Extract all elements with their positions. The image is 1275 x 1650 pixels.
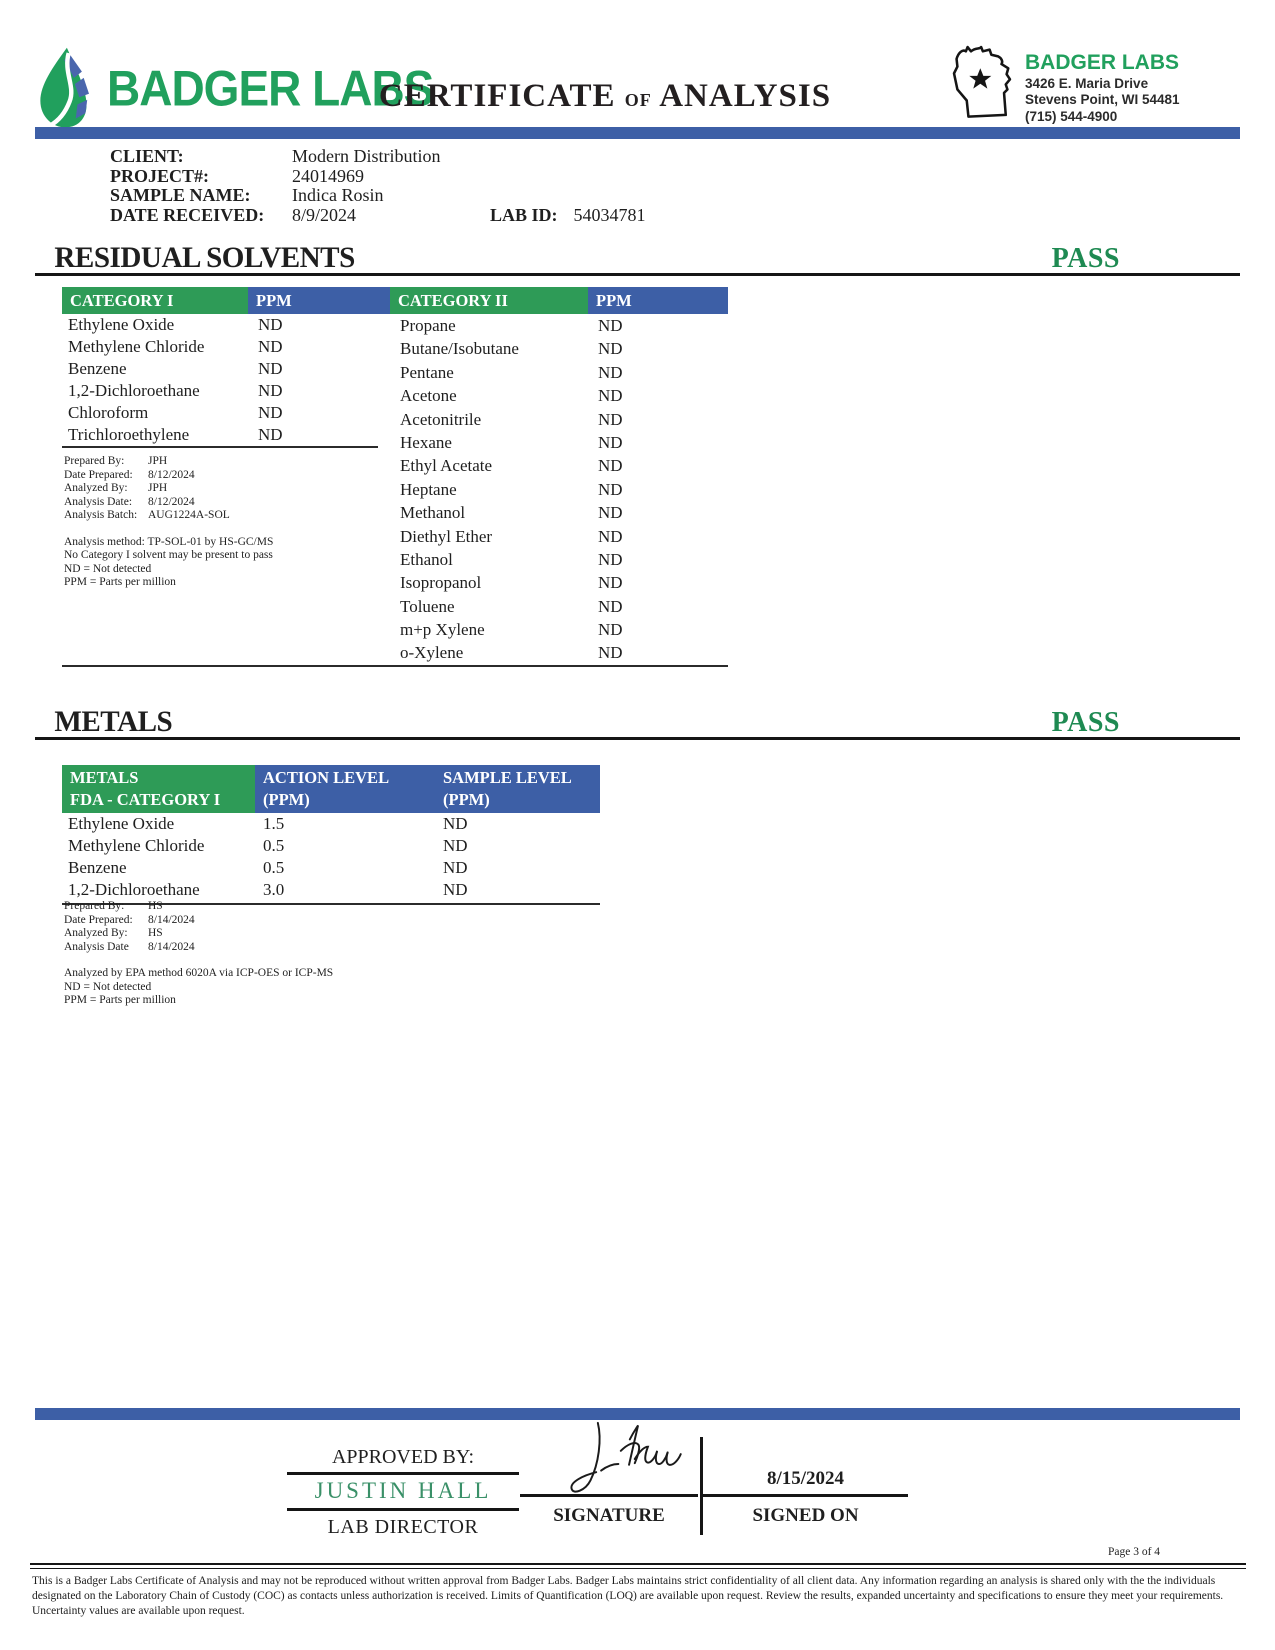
analyte-name: m+p Xylene	[400, 620, 485, 640]
analyte-result: ND	[598, 456, 623, 476]
leaf-drop-icon	[35, 46, 97, 130]
analyte-result: ND	[598, 362, 623, 382]
analyte-result: ND	[598, 596, 623, 616]
meta-row	[64, 469, 390, 483]
table-row	[390, 454, 728, 477]
approver-name: JUSTIN HALL	[287, 1475, 519, 1511]
note-line: Analyzed by EPA method 6020A via ICP-OES or ICP-MS	[64, 967, 334, 979]
title-word: CERTIFICATE	[378, 78, 616, 114]
table-row	[390, 595, 728, 618]
column-header: PPM	[248, 287, 390, 314]
meta-label: Analysis Batch:	[64, 509, 138, 521]
analyte-name: Ethylene Oxide	[68, 315, 175, 334]
analyte-name: Acetonitrile	[400, 409, 482, 429]
analyte-name: Heptane	[400, 479, 457, 499]
page-number: Page 3 of 4	[1108, 1546, 1161, 1558]
sample-level: ND	[443, 814, 468, 833]
analyte-name: 1,2-Dichloroethane	[68, 381, 200, 400]
meta-label: Analysis Date	[64, 940, 129, 953]
note-line: ND = Not detected	[64, 980, 152, 993]
table-row	[390, 641, 728, 664]
sample-info-row	[110, 186, 441, 206]
sample-info-value: 24014969	[292, 165, 364, 186]
header-divider-bar	[35, 127, 1240, 139]
sample-info-label: PROJECT#:	[110, 165, 209, 186]
analyte-name: Toluene	[400, 596, 455, 616]
table-row	[62, 424, 378, 446]
table-row	[62, 314, 378, 336]
metals-notes	[62, 967, 333, 1008]
table-row	[390, 361, 728, 384]
meta-value: HS	[148, 900, 163, 912]
column-header: METALS FDA - CATEGORY I	[62, 765, 255, 813]
metals-meta	[62, 900, 333, 954]
analyte-result: ND	[598, 549, 623, 569]
meta-value: 8/12/2024	[148, 468, 195, 481]
analyte-name: Chloroform	[68, 403, 149, 422]
sample-info-value: Indica Rosin	[292, 185, 384, 205]
analyte-result: ND	[258, 425, 283, 444]
sample-info-value: Modern Distribution	[292, 146, 441, 166]
analyte-result: ND	[258, 337, 283, 356]
note-line: No Category I solvent may be present to pass	[64, 549, 273, 561]
table-row	[62, 380, 378, 402]
residual-solvents-header	[35, 240, 1240, 276]
sample-info-row	[110, 147, 441, 167]
meta-label: Prepared By:	[64, 455, 125, 467]
meta-row	[64, 455, 390, 469]
table-bottom-rule	[62, 665, 728, 667]
metals-rows	[62, 813, 600, 905]
section-title: METALS	[54, 705, 173, 738]
analyte-result: ND	[598, 573, 623, 593]
lab-address-line2: Stevens Point, WI 54481	[1025, 92, 1180, 108]
meta-value: 8/14/2024	[148, 913, 195, 926]
table-row	[390, 408, 728, 431]
action-level: 0.5	[263, 836, 285, 855]
sample-info-label: DATE RECEIVED:	[110, 204, 265, 225]
solvents-table-header	[62, 287, 728, 314]
table-row	[390, 571, 728, 594]
approved-by-block	[287, 1446, 519, 1539]
pass-badge: PASS	[1051, 707, 1120, 738]
analyte-result: ND	[598, 479, 623, 499]
sample-info-row	[110, 206, 441, 226]
analyte-result: ND	[258, 381, 283, 400]
analyte-name: Ethylene Oxide	[68, 814, 175, 833]
lab-id	[490, 206, 646, 226]
lab-address-block	[943, 38, 1180, 125]
meta-row	[64, 941, 333, 955]
solvents-notes	[62, 536, 390, 590]
table-row	[62, 336, 378, 358]
meta-label: Date Prepared:	[64, 913, 133, 926]
sample-level: ND	[443, 836, 468, 855]
metals-meta-block	[62, 900, 333, 1008]
signed-on-line	[703, 1494, 908, 1497]
table-row	[390, 431, 728, 454]
meta-value: AUG1224A-SOL	[148, 509, 230, 521]
section-title: RESIDUAL SOLVENTS	[54, 241, 355, 274]
analyte-name: Butane/Isobutane	[400, 339, 519, 359]
meta-row	[64, 496, 390, 510]
signature-image	[545, 1418, 695, 1496]
residual-solvents-table	[62, 287, 728, 663]
analyte-name: o-Xylene	[400, 643, 464, 663]
meta-row	[64, 509, 390, 523]
meta-row	[64, 482, 390, 496]
analyte-name: Propane	[400, 316, 456, 335]
lab-id-label: LAB ID:	[490, 204, 558, 225]
meta-label: Analyzed By:	[64, 927, 128, 939]
lab-name: BADGER LABS	[1025, 51, 1180, 74]
column-header: PPM	[588, 287, 728, 314]
action-level: 3.0	[263, 880, 285, 899]
table-row	[390, 525, 728, 548]
metals-header	[35, 704, 1240, 740]
note-line: PPM = Parts per million	[64, 576, 176, 588]
lab-address-line1: 3426 E. Maria Drive	[1025, 75, 1149, 91]
meta-value: JPH	[148, 455, 168, 467]
analyte-name: Benzene	[68, 858, 127, 877]
analyte-name: 1,2-Dichloroethane	[68, 880, 200, 899]
category1-rows	[62, 314, 378, 448]
analyte-result: ND	[258, 403, 283, 422]
meta-value: 8/14/2024	[148, 940, 195, 953]
action-level: 1.5	[263, 814, 285, 833]
table-row	[62, 813, 600, 835]
sample-info-row	[110, 167, 441, 187]
title-word-of: of	[624, 85, 652, 112]
category1-column	[62, 314, 390, 590]
meta-label: Prepared By:	[64, 900, 125, 912]
table-row	[390, 478, 728, 501]
table-row	[62, 879, 600, 901]
meta-value: HS	[148, 927, 163, 939]
sample-info-label: CLIENT:	[110, 146, 184, 166]
meta-label: Analysis Date:	[64, 495, 133, 508]
table-row	[390, 501, 728, 524]
analyte-result: ND	[598, 386, 623, 406]
lab-phone: (715) 544-4900	[1025, 108, 1118, 124]
table-row	[62, 857, 600, 879]
meta-row	[64, 914, 333, 928]
analyte-name: Methylene Chloride	[68, 337, 205, 356]
analyte-name: Methanol	[400, 503, 466, 523]
meta-label: Date Prepared:	[64, 468, 133, 481]
sample-level: ND	[443, 880, 468, 899]
analyte-result: ND	[598, 409, 623, 429]
meta-label: Analyzed By:	[64, 482, 128, 494]
pass-badge: PASS	[1051, 243, 1120, 274]
analyte-name: Pentane	[400, 362, 454, 382]
analyte-name: Diethyl Ether	[400, 526, 493, 546]
table-row	[62, 358, 378, 380]
sample-info-value: 8/9/2024	[292, 204, 357, 225]
table-row	[390, 384, 728, 407]
column-header: ACTION LEVEL (PPM)	[255, 765, 435, 813]
footer-rule	[30, 1563, 1246, 1569]
analyte-name: Acetone	[400, 386, 457, 406]
meta-row	[64, 900, 333, 914]
note-line: Analysis method: TP-SOL-01 by HS-GC/MS	[64, 535, 274, 548]
table-row	[390, 314, 728, 337]
logo-wordmark: BADGER LABS	[107, 59, 434, 117]
sample-level: ND	[443, 858, 468, 877]
sample-info-block	[110, 146, 646, 225]
footer-disclaimer: This is a Badger Labs Certificate of Analysis and may not be reproduced without written approval from Badger Labs. Badger Labs maintains strict confidentiality of all client data. Any information regarding an analysis is shared only with the the individuals designated on the Laboratory Chain of Custody (COC) as contacts unless authorization is received. Limits of Quantification (LOQ) are available upon request. Review the results, expanded uncertainty and specifications to ensure they meet your requirements. Uncertainty values are available upon request.	[32, 1575, 1224, 1617]
table-row	[390, 337, 728, 360]
approver-title: LAB DIRECTOR	[327, 1516, 479, 1538]
category2-column	[390, 314, 728, 665]
analyte-result: ND	[598, 432, 623, 452]
analyte-name: Ethanol	[400, 549, 453, 569]
wisconsin-map-icon	[943, 38, 1021, 124]
meta-row	[64, 927, 333, 941]
approved-by-label: APPROVED BY:	[287, 1446, 519, 1475]
table-row	[390, 548, 728, 571]
meta-value: JPH	[148, 482, 168, 494]
analyte-result: ND	[598, 339, 623, 359]
column-header: CATEGORY II	[390, 287, 588, 314]
table-row	[390, 618, 728, 641]
signed-on-label: SIGNED ON	[752, 1505, 859, 1526]
analyte-name: Hexane	[400, 432, 452, 452]
meta-value: 8/12/2024	[148, 495, 195, 508]
document-title	[345, 78, 865, 115]
analyte-result: ND	[258, 359, 283, 378]
metals-table	[62, 765, 600, 899]
analyte-name: Isopropanol	[400, 573, 482, 593]
analyte-result: ND	[258, 315, 283, 334]
column-header: SAMPLE LEVEL (PPM)	[435, 765, 600, 813]
signature-label: SIGNATURE	[553, 1505, 665, 1526]
analyte-name: Benzene	[68, 359, 127, 378]
lab-id-value: 54034781	[573, 204, 646, 225]
note-line: ND = Not detected	[64, 562, 152, 575]
column-header: CATEGORY I	[62, 287, 248, 314]
title-word: ANALYSIS	[659, 78, 832, 114]
analyte-result: ND	[598, 643, 623, 663]
analyte-name: Methylene Chloride	[68, 836, 205, 855]
signature-line	[520, 1494, 698, 1497]
signed-date: 8/15/2024	[766, 1468, 845, 1489]
analyte-name: Trichloroethylene	[68, 425, 190, 444]
analyte-result: ND	[598, 526, 623, 546]
sample-info-label: SAMPLE NAME:	[110, 185, 251, 205]
table-row	[62, 402, 378, 424]
analyte-result: ND	[598, 620, 623, 640]
table-row	[62, 835, 600, 857]
note-line: PPM = Parts per million	[64, 994, 176, 1006]
solvents-meta	[62, 455, 390, 523]
analyte-result: ND	[598, 503, 623, 523]
metals-table-header	[62, 765, 600, 813]
action-level: 0.5	[263, 858, 285, 877]
analyte-name: Ethyl Acetate	[400, 456, 493, 476]
analyte-result: ND	[598, 316, 623, 335]
